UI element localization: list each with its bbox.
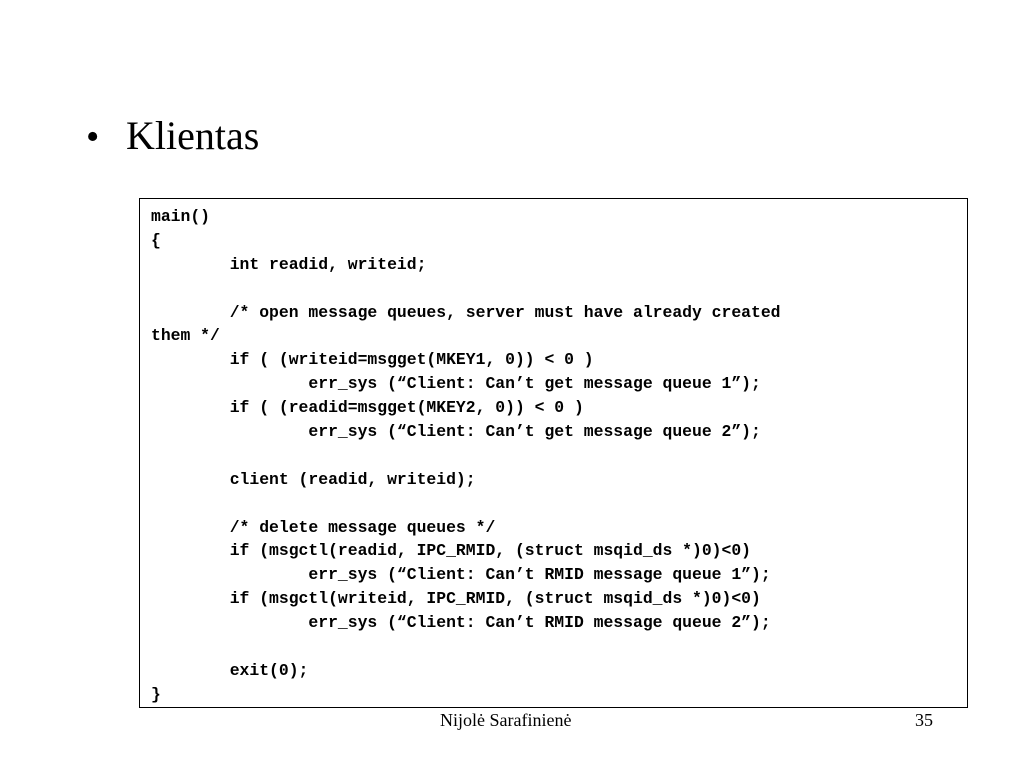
code-line: err_sys (“Client: Can’t RMID message queue 1”);	[151, 565, 771, 585]
title-row	[86, 112, 259, 161]
code-line: client (readid, writeid);	[151, 469, 476, 489]
code-line: /* open message queues, server must have already created	[151, 302, 781, 322]
code-line: exit(0);	[151, 660, 309, 680]
code-line: if ( (writeid=msgget(MKEY1, 0)) < 0 )	[151, 350, 594, 370]
code-line: int readid, writeid;	[151, 254, 427, 274]
code-line: /* delete message queues */	[151, 517, 496, 537]
code-line	[151, 635, 781, 659]
code-line: err_sys (“Client: Can’t RMID message queue 2”);	[151, 613, 771, 633]
code-line: them */	[151, 326, 220, 346]
code-line: main()	[151, 207, 211, 226]
code-line	[151, 492, 781, 516]
slide-title: Klientas	[126, 113, 260, 158]
code-box	[139, 198, 968, 708]
footer-author: Nijolė Sarafinienė	[440, 710, 572, 730]
code-line	[151, 277, 781, 301]
code-line: }	[151, 684, 161, 704]
code-line: if (msgctl(readid, IPC_RMID, (struct msqid_ds *)0)<0)	[151, 541, 752, 561]
code-line: if ( (readid=msgget(MKEY2, 0)) < 0 )	[151, 398, 584, 418]
code-block	[151, 205, 781, 707]
bullet-icon: •	[86, 116, 100, 158]
code-line: err_sys (“Client: Can’t get message queue 2”);	[151, 422, 761, 442]
code-line: if (msgctl(writeid, IPC_RMID, (struct msqid_ds *)0)<0)	[151, 589, 761, 609]
code-line: err_sys (“Client: Can’t get message queue 1”);	[151, 374, 761, 394]
page-number: 35	[915, 710, 933, 730]
code-line	[151, 444, 781, 468]
code-line: {	[151, 230, 161, 250]
